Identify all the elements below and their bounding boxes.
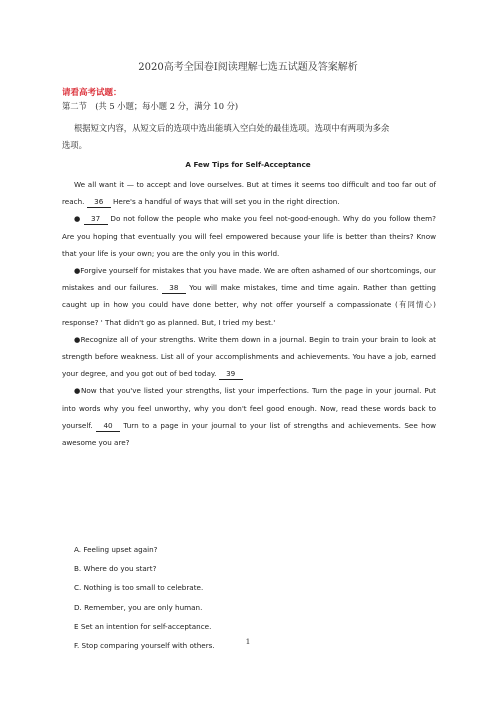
- option-d: D. Remember, you are only human.: [74, 602, 203, 612]
- section-info: 第二节 (共 5 小题；每小题 2 分，满分 10 分): [62, 101, 239, 111]
- paragraph-bullet-1: ● 37 Do not follow the people who make you feel not-good-enough. Why do you follow them? Are you hoping that eventually you will feel empowered because your life is better than theirs? Know that your life is your own; you are the only you in this world.: [62, 214, 436, 258]
- blank-40: 40: [96, 421, 120, 432]
- paragraph-bullet-2: ●Forgive yourself for mistakes that you have made. We are often ashamed of our shortcomings, our mistakes and our failures. 38 You will make mistakes, time and time again. Rather than getting caught up in how you could have done better, why not offer yourself a compassionate (有同情心) response? ' That didn't go as planned. But, I tried my best.': [62, 266, 436, 327]
- blank-36: 36: [87, 197, 111, 208]
- bullet-icon: ●: [74, 334, 81, 344]
- blank-39: 39: [219, 369, 243, 380]
- option-a: A. Feeling upset again?: [74, 545, 158, 554]
- page-number: 1: [245, 637, 251, 646]
- blank-37: 37: [84, 214, 108, 225]
- bullet-icon: ●: [74, 386, 81, 396]
- option-f: F. Stop comparing yourself with others.: [74, 640, 215, 650]
- option-c: C. Nothing is too small to celebrate.: [74, 583, 204, 593]
- passage-body: [62, 176, 436, 451]
- option-b: B. Where do you start?: [74, 564, 157, 574]
- bullet-icon: ●: [74, 266, 81, 276]
- paragraph-bullet-4: ●Now that you've listed your strengths, list your imperfections. Turn the page in your journal. Put into words why you feel unworthy, why you don't feel good enough. Now, read these words back to yourself. 40 Turn to a page in your journal to your list of strengths and achievements. See how awesome you are?: [62, 386, 436, 448]
- blank-38: 38: [162, 283, 186, 294]
- instructions-line-2: 选项。: [62, 140, 87, 150]
- bullet-icon: ●: [74, 214, 81, 224]
- passage-title: A Few Tips for Self-Acceptance: [185, 160, 311, 169]
- option-e: E Set an intention for self-acceptance.: [74, 621, 212, 631]
- instructions: [62, 120, 436, 154]
- paragraph-bullet-3: ●Recognize all of your strengths. Write them down in a journal. Begin to train your brain to look at strength before weakness. List all of your accomplishments and achievements. You have a job, earned your degree, and you got out of bed today. 39: [62, 334, 437, 379]
- paragraph-intro: We all want it — to accept and love ourselves. But at times it seems too difficult and too far out of reach. 36 Here's a handful of ways that will set you in the right direction.: [62, 180, 436, 207]
- document-title: 2020高考全国卷Ⅰ阅读理解七选五试题及答案解析: [138, 62, 358, 73]
- section-heading-red: 请看高考试题：: [62, 88, 122, 98]
- instructions-line-1: 根据短文内容，从短文后的选项中选出能填入空白处的最佳选项。选项中有两项为多余: [74, 123, 390, 133]
